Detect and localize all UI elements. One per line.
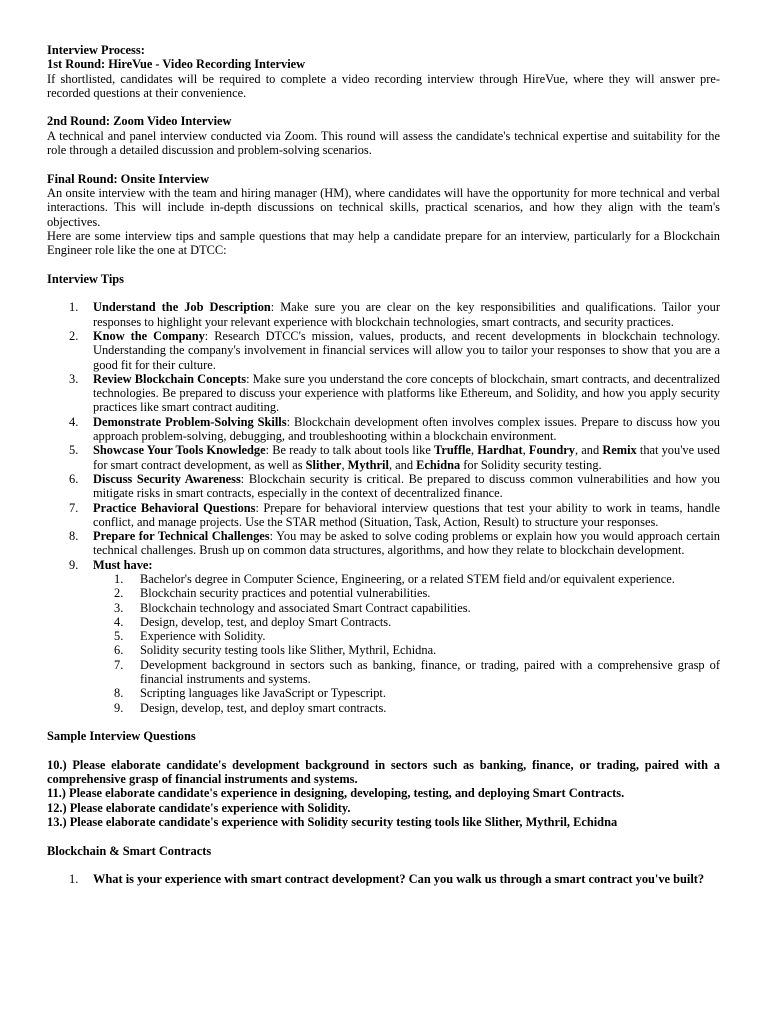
- document-page: [47, 43, 720, 887]
- tip-title: Showcase Your Tools Knowledge: [93, 443, 266, 458]
- list-number: 4.: [114, 614, 124, 629]
- tip-text: ,: [341, 457, 348, 472]
- list-number: 2.: [69, 328, 79, 343]
- final-round-title: Final Round: Onsite Interview: [47, 171, 210, 186]
- list-number: 2.: [114, 586, 124, 601]
- tip-item: [47, 558, 720, 715]
- must-have-item: [47, 686, 720, 700]
- round1-title: 1st Round: HireVue - Video Recording Interview: [47, 57, 306, 72]
- must-have-item: [47, 572, 720, 586]
- tip-title: Must have:: [93, 557, 153, 572]
- list-number: 6.: [69, 471, 79, 486]
- question-item: [47, 872, 720, 886]
- tip-title: Prepare for Technical Challenges: [93, 529, 270, 544]
- tip-item: [47, 472, 720, 501]
- sample-question: 12.) Please elaborate candidate's experience with Solidity.: [47, 800, 351, 815]
- must-have-text: Blockchain security practices and potential vulnerabilities.: [140, 586, 431, 601]
- must-have-item: [47, 701, 720, 715]
- round1-text: If shortlisted, candidates will be required to complete a video recording interview through HireVue, where they will answer pre-recorded questions at their convenience.: [47, 71, 720, 100]
- list-number: 5.: [69, 443, 79, 458]
- tip-item: [47, 372, 720, 415]
- sample-question: 13.) Please elaborate candidate's experience with Solidity security testing tools like Slither, Mythril, Echidna: [47, 815, 618, 830]
- must-have-list: [47, 572, 720, 715]
- tip-title: Demonstrate Problem-Solving Skills: [93, 414, 287, 429]
- must-have-item: [47, 601, 720, 615]
- blockchain-questions-list: [47, 872, 720, 886]
- tip-text: : Prepare for behavioral interview questions that test your ability to work in teams, handle conflict, and manage projects. Use the STAR method (Situation, Task, Action, Result) to structure your responses.: [93, 500, 720, 529]
- tool-name: Echidna: [416, 457, 461, 472]
- tip-item: [47, 300, 720, 329]
- tip-item: [47, 443, 720, 472]
- tip-title: Review Blockchain Concepts: [93, 371, 247, 386]
- must-have-text: Scripting languages like JavaScript or Typescript.: [140, 686, 386, 701]
- tip-text: : Research DTCC's mission, values, products, and recent developments in blockchain technology. Understanding the company's involvement in financial services will allow you to tailor your responses to show that you are a good fit for their culture.: [93, 328, 720, 372]
- tip-item: [47, 501, 720, 530]
- tips-heading: Interview Tips: [47, 271, 124, 286]
- list-number: 3.: [69, 371, 79, 386]
- tip-text: for Solidity security testing.: [460, 457, 602, 472]
- must-have-item: [47, 629, 720, 643]
- list-number: 3.: [114, 600, 124, 615]
- must-have-item: [47, 643, 720, 657]
- list-number: 7.: [114, 657, 124, 672]
- list-number: 7.: [69, 500, 79, 515]
- tip-item: [47, 329, 720, 372]
- tip-title: Discuss Security Awareness: [93, 471, 241, 486]
- tool-name: Remix: [602, 443, 637, 458]
- must-have-text: Design, develop, test, and deploy smart contracts.: [140, 700, 387, 715]
- list-number: 1.: [69, 300, 79, 315]
- tip-text: ,: [470, 443, 478, 458]
- list-number: 6.: [114, 643, 124, 658]
- list-number: 8.: [114, 686, 124, 701]
- tip-text: : Blockchain security is critical. Be prepared to discuss common vulnerabilities and how you mitigate risks in smart contracts, especially in the context of decentralized finance.: [93, 471, 721, 501]
- tip-text: , and: [575, 443, 603, 458]
- tip-text: : Make sure you are clear on the key responsibilities and qualifications. Tailor your responses to highlight your relevant experience with blockchain technologies, smart contracts, and security practices.: [93, 300, 720, 329]
- must-have-text: Solidity security testing tools like Slither, Mythril, Echidna.: [140, 643, 437, 658]
- list-number: 1.: [114, 571, 124, 586]
- tip-text: that you've used for smart contract development, as well as: [93, 443, 720, 472]
- must-have-text: Experience with Solidity.: [140, 629, 266, 644]
- tip-text: , and: [388, 457, 417, 472]
- tool-name: Mythril: [347, 457, 389, 472]
- list-number: 5.: [114, 629, 124, 644]
- must-have-text: Design, develop, test, and deploy Smart Contracts.: [140, 614, 392, 629]
- tips-list: [47, 300, 720, 715]
- final-round-text: An onsite interview with the team and hiring manager (HM), where candidates will have the opportunity for more technical and verbal interactions. This will include in-depth discussions on technical skills, practical scenarios, and how they align with the team's objectives.: [47, 185, 720, 229]
- must-have-item: [47, 586, 720, 600]
- list-number: 8.: [69, 529, 79, 544]
- tip-text: : You may be asked to solve coding problems or explain how you would approach certain technical challenges. Brush up on common data structures, algorithms, and how they relate to blockchain development.: [93, 529, 721, 558]
- sample-questions-heading: Sample Interview Questions: [47, 729, 196, 744]
- must-have-text: Development background in sectors such as banking, finance, or trading, paired with a comprehensive grasp of financial instruments and systems.: [140, 657, 720, 687]
- list-number: 9.: [69, 557, 79, 572]
- must-have-text: Bachelor's degree in Computer Science, Engineering, or a related STEM field and/or equivalent experience.: [140, 571, 675, 586]
- tool-name: Foundry: [528, 443, 576, 458]
- tip-text: : Be ready to talk about tools like: [265, 443, 434, 458]
- tip-text: : Blockchain development often involves complex issues. Prepare to discuss how you approach problem-solving, debugging, and troubleshooting within a blockchain environment.: [93, 414, 720, 444]
- blockchain-heading: Blockchain & Smart Contracts: [47, 843, 212, 858]
- tip-text: ,: [522, 443, 529, 458]
- intro-text: Here are some interview tips and sample questions that may help a candidate prepare for an interview, particularly for a Blockchain Engineer role like the one at DTCC:: [47, 228, 720, 258]
- must-have-text: Blockchain technology and associated Smart Contract capabilities.: [140, 600, 471, 615]
- question-text: What is your experience with smart contract development? Can you walk us through a smart contract you've built?: [93, 872, 705, 887]
- tool-name: Hardhat: [477, 443, 523, 458]
- list-number: 4.: [69, 414, 79, 429]
- list-number: 1.: [69, 872, 79, 887]
- process-heading: Interview Process:: [47, 43, 145, 57]
- tool-name: Slither: [305, 457, 342, 472]
- tip-title: Understand the Job Description: [93, 300, 271, 315]
- tip-item: [47, 415, 720, 444]
- tip-title: Know the Company: [93, 328, 205, 343]
- list-number: 9.: [114, 700, 124, 715]
- round2-text: A technical and panel interview conducted via Zoom. This round will assess the candidate's technical expertise and suitability for the role through a detailed discussion and problem-solving scenarios.: [47, 128, 720, 158]
- tool-name: Truffle: [434, 443, 471, 458]
- sample-question: 10.) Please elaborate candidate's development background in sectors such as banking, finance, or trading, paired with a comprehensive grasp of financial instruments and systems.: [47, 757, 720, 787]
- round2-title: 2nd Round: Zoom Video Interview: [47, 114, 232, 129]
- tip-item: [47, 529, 720, 558]
- sample-question: 11.) Please elaborate candidate's experience in designing, developing, testing, and deploying Smart Contracts.: [47, 786, 625, 801]
- tip-text: : Make sure you understand the core concepts of blockchain, smart contracts, and decentralized technologies. Be prepared to discuss your experience with platforms like Ethereum, and Solidity, and how you apply security practices like smart contract auditing.: [93, 371, 720, 415]
- must-have-item: [47, 658, 720, 687]
- must-have-item: [47, 615, 720, 629]
- tip-title: Practice Behavioral Questions: [93, 500, 256, 515]
